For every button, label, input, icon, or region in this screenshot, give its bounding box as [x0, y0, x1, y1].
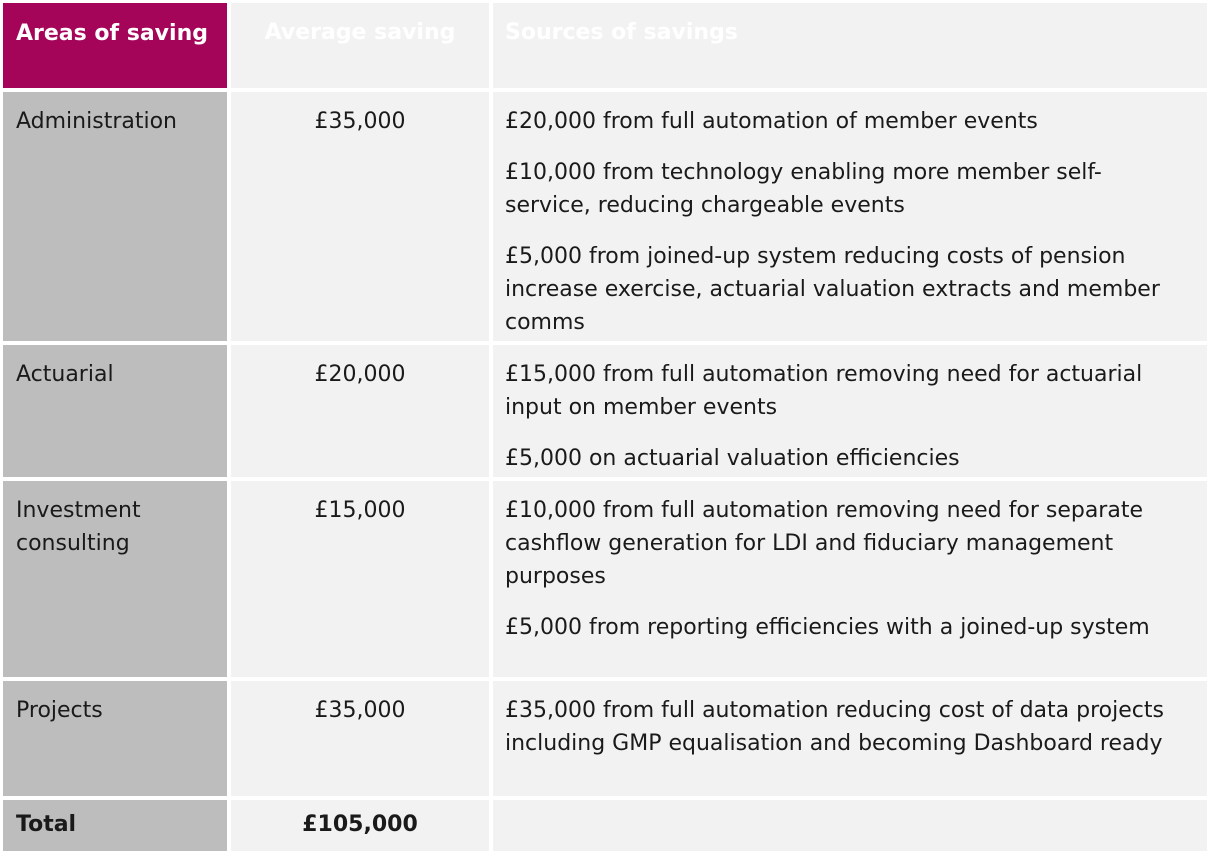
row-3-average-saving-cell: £35,000	[231, 681, 489, 796]
row-1-sources-cell	[493, 345, 1207, 477]
savings-table	[3, 3, 1207, 851]
source-paragraph: £10,000 from full automation removing need for separate cashflow generation for LDI and fiduciary management purposes	[505, 498, 1143, 589]
column-header-average-saving: Average saving	[231, 3, 489, 88]
row-0-average-saving-cell: £35,000	[231, 92, 489, 341]
row-2-sources-cell	[493, 481, 1207, 677]
row-0-sources-cell	[493, 92, 1207, 341]
total-row-value-cell: £105,000	[231, 800, 489, 851]
row-0-area-cell: Administration	[3, 92, 227, 341]
row-3-sources-cell	[493, 681, 1207, 796]
source-paragraph: £20,000 from full automation of member events	[505, 109, 1038, 134]
source-paragraph: £10,000 from technology enabling more member self-service, reducing chargeable events	[505, 160, 1102, 218]
column-header-areas-of-saving: Areas of saving	[3, 3, 227, 88]
row-2-area-cell: Investment consulting	[3, 481, 227, 677]
source-paragraph: £15,000 from full automation removing need for actuarial input on member events	[505, 362, 1143, 420]
row-3-area-cell: Projects	[3, 681, 227, 796]
total-row-label-cell: Total	[3, 800, 227, 851]
source-paragraph: £5,000 on actuarial valuation efficiencies	[505, 446, 960, 471]
total-row-empty-cell	[493, 800, 1207, 851]
row-1-area-cell: Actuarial	[3, 345, 227, 477]
source-paragraph: £35,000 from full automation reducing cost of data projects including GMP equalisation and becoming Dashboard ready	[505, 698, 1164, 756]
source-paragraph: £5,000 from reporting efficiencies with a joined-up system	[505, 615, 1150, 640]
source-paragraph: £5,000 from joined-up system reducing costs of pension increase exercise, actuarial valuation extracts and member comms	[505, 244, 1160, 335]
column-header-sources-of-savings: Sources of savings	[493, 3, 1207, 88]
row-2-average-saving-cell: £15,000	[231, 481, 489, 677]
row-1-average-saving-cell: £20,000	[231, 345, 489, 477]
